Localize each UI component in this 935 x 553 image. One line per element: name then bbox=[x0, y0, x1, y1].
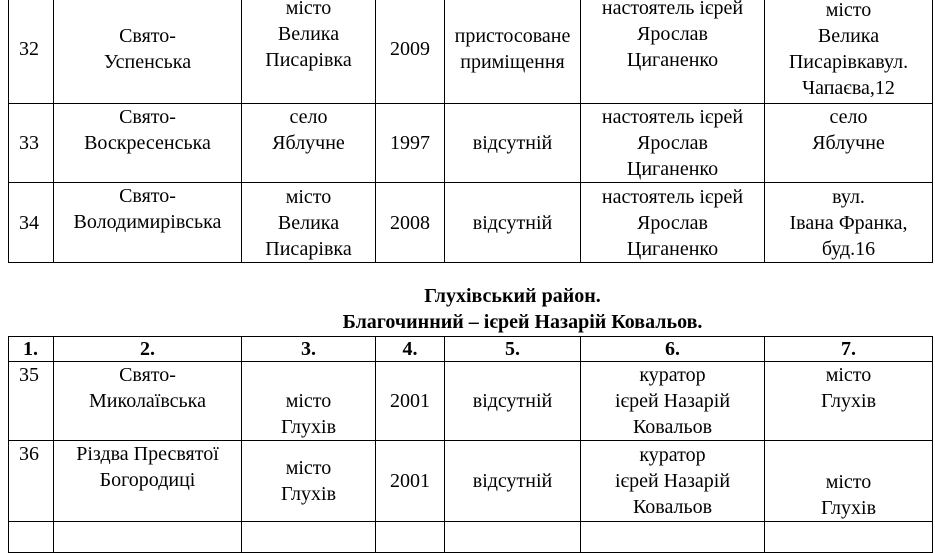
church-building: відсутній bbox=[445, 441, 581, 522]
empty-cell bbox=[242, 522, 376, 553]
row-number: 36 bbox=[9, 441, 54, 522]
settlement: місто Велика Писарівка bbox=[242, 0, 376, 104]
address: місто Глухів bbox=[765, 362, 933, 441]
clergy: настоятель ієрей Ярослав Циганенко bbox=[581, 0, 765, 104]
registration-year: 1997 bbox=[376, 104, 445, 183]
church-building: пристосоване приміщення bbox=[445, 0, 581, 104]
parish-name: Свято- Успенська bbox=[54, 0, 242, 104]
settlement: місто Глухів bbox=[242, 362, 376, 441]
column-header: 6. bbox=[581, 337, 765, 362]
empty-cell bbox=[765, 522, 933, 553]
table-row bbox=[9, 0, 933, 104]
registration-year: 2009 bbox=[376, 0, 445, 104]
parish-name: Свято- Миколаївська bbox=[54, 362, 242, 441]
church-building: відсутній bbox=[445, 104, 581, 183]
column-header: 4. bbox=[376, 337, 445, 362]
clergy: куратор ієрей Назарій Ковальов bbox=[581, 441, 765, 522]
column-header: 2. bbox=[54, 337, 242, 362]
clergy: куратор ієрей Назарій Ковальов bbox=[581, 362, 765, 441]
column-header: 1. bbox=[9, 337, 54, 362]
row-number: 32 bbox=[9, 0, 54, 104]
parish-name: Різдва Пресвятої Богородиці bbox=[54, 441, 242, 522]
address: місто Глухів bbox=[765, 441, 933, 522]
table-row bbox=[9, 441, 933, 522]
column-header: 7. bbox=[765, 337, 933, 362]
row-number: 33 bbox=[9, 104, 54, 183]
empty-cell bbox=[54, 522, 242, 553]
header-row bbox=[9, 337, 933, 362]
church-building: відсутній bbox=[445, 183, 581, 263]
address: вул. Івана Франка, буд.16 bbox=[765, 183, 933, 263]
address: місто Велика Писарівкавул. Чапаєва,12 bbox=[765, 0, 933, 104]
parish-name: Свято- Воскресенська bbox=[54, 104, 242, 183]
parish-table-top bbox=[8, 0, 933, 263]
district-heading: Глухівський район. bbox=[424, 285, 601, 307]
settlement: село Яблучне bbox=[242, 104, 376, 183]
clergy: настоятель ієрей Ярослав Циганенко bbox=[581, 104, 765, 183]
registration-year: 2001 bbox=[376, 441, 445, 522]
column-header: 3. bbox=[242, 337, 376, 362]
row-number: 35 bbox=[9, 362, 54, 441]
empty-cell bbox=[376, 522, 445, 553]
address: село Яблучне bbox=[765, 104, 933, 183]
empty-cell bbox=[581, 522, 765, 553]
table-row bbox=[9, 522, 933, 553]
empty-cell bbox=[445, 522, 581, 553]
registration-year: 2008 bbox=[376, 183, 445, 263]
row-number: 34 bbox=[9, 183, 54, 263]
dean-heading: Благочинний – ієрей Назарій Ковальов. bbox=[342, 311, 703, 333]
column-header: 5. bbox=[445, 337, 581, 362]
empty-cell bbox=[9, 522, 54, 553]
church-building: відсутній bbox=[445, 362, 581, 441]
table-row bbox=[9, 104, 933, 183]
parish-name: Свято- Володимирівська bbox=[54, 183, 242, 263]
settlement: місто Велика Писарівка bbox=[242, 183, 376, 263]
table-row bbox=[9, 183, 933, 263]
clergy: настоятель ієрей Ярослав Циганенко bbox=[581, 183, 765, 263]
settlement: місто Глухів bbox=[242, 441, 376, 522]
registration-year: 2001 bbox=[376, 362, 445, 441]
parish-table-bottom bbox=[8, 336, 933, 553]
table-row bbox=[9, 362, 933, 441]
